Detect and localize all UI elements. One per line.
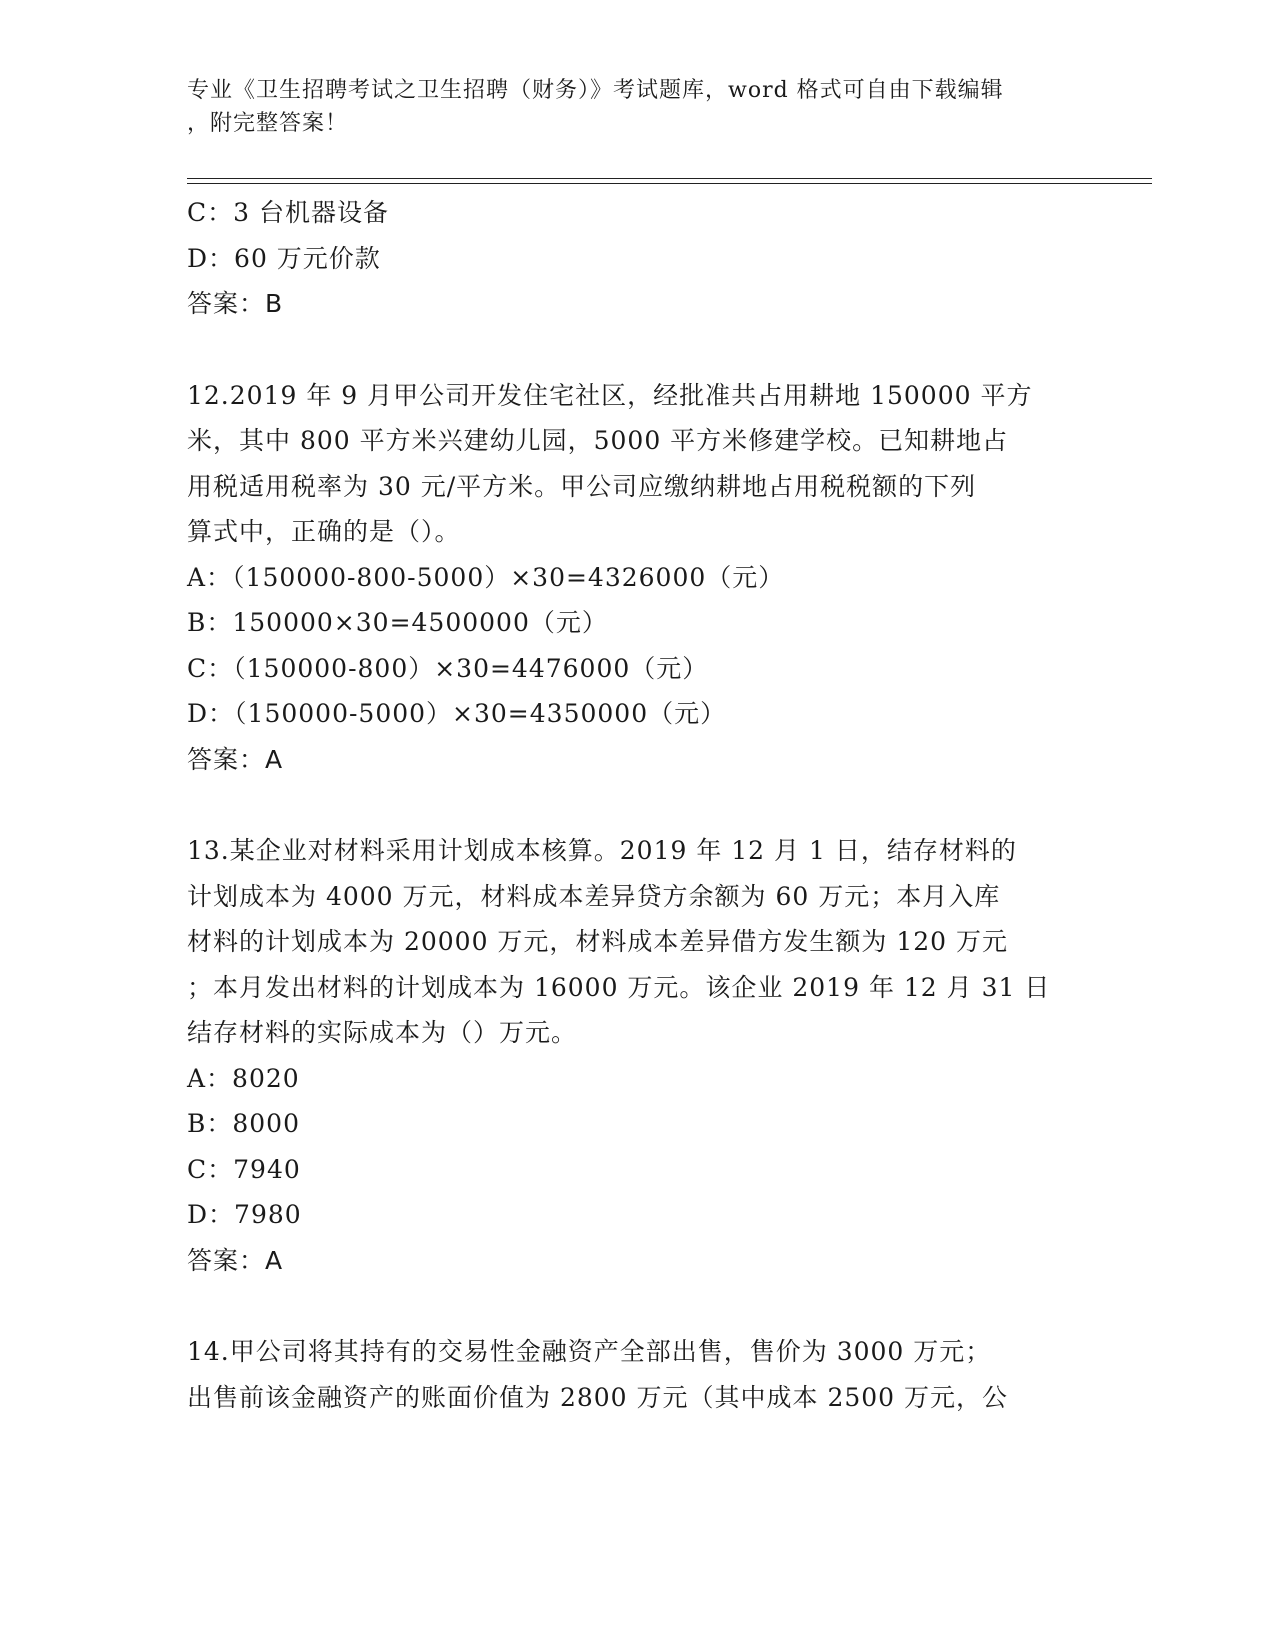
header-divider-top: [187, 178, 1152, 179]
document-body: [187, 190, 1067, 1420]
q13-option-a: A：8020: [187, 1063, 300, 1093]
header-line-2: ，附完整答案！: [187, 111, 349, 136]
header-line-1: 专业《卫生招聘考试之卫生招聘（财务）》考试题库，word 格式可自由下载编辑: [187, 78, 1004, 103]
q13-option-d: D：7980: [187, 1200, 302, 1229]
q13-answer: 答案：A: [187, 1245, 284, 1275]
question-11-tail: [187, 190, 1067, 327]
question-14: [187, 1329, 1067, 1420]
spacer: [187, 327, 1067, 373]
q13-stem-line-4: ；本月发出材料的计划成本为 16000 万元。该企业 2019 年 12 月 31 日: [187, 972, 1051, 1002]
q11-option-d: D：60 万元价款: [187, 243, 381, 273]
q13-option-c: C：7940: [187, 1154, 301, 1184]
spacer: [187, 1283, 1067, 1329]
q12-stem-line-2: 米，其中 800 平方米兴建幼儿园，5000 平方米修建学校。已知耕地占: [187, 426, 1009, 455]
q14-stem-line-1: 14.甲公司将其持有的交易性金融资产全部出售，售价为 3000 万元；: [187, 1337, 992, 1366]
question-12: [187, 373, 1067, 783]
q13-stem-line-2: 计划成本为 4000 万元，材料成本差异贷方余额为 60 万元；本月入库: [187, 881, 1001, 911]
q12-answer: 答案：A: [187, 744, 284, 774]
q12-stem-line-3: 用税适用税率为 30 元/平方米。甲公司应缴纳耕地占用税税额的下列: [187, 471, 977, 501]
q11-option-c: C：3 台机器设备: [187, 198, 389, 227]
q11-answer: 答案：B: [187, 289, 284, 318]
q12-option-b: B：150000×30=4500000（元）: [187, 608, 608, 637]
q14-stem-line-2: 出售前该金融资产的账面价值为 2800 万元（其中成本 2500 万元，公: [187, 1382, 1009, 1412]
q12-option-a: A：（150000-800-5000）×30=4326000（元）: [187, 562, 785, 592]
document-header: [187, 74, 1067, 140]
header-divider-bottom: [187, 183, 1152, 184]
q12-stem-line-1: 12.2019 年 9 月甲公司开发住宅社区，经批准共占用耕地 150000 平方: [187, 380, 1033, 410]
q13-option-b: B：8000: [187, 1109, 300, 1138]
question-13: [187, 828, 1067, 1283]
spacer: [187, 782, 1067, 828]
q13-stem-line-5: 结存材料的实际成本为（）万元。: [187, 1018, 578, 1047]
q12-stem-line-4: 算式中，正确的是（）。: [187, 517, 461, 546]
q12-option-d: D：（150000-5000）×30=4350000（元）: [187, 699, 727, 728]
q13-stem-line-1: 13.某企业对材料采用计划成本核算。2019 年 12 月 1 日，结存材料的: [187, 836, 1017, 865]
q12-option-c: C：（150000-800）×30=4476000（元）: [187, 653, 709, 683]
q13-stem-line-3: 材料的计划成本为 20000 万元，材料成本差异借方发生额为 120 万元: [187, 927, 1009, 956]
